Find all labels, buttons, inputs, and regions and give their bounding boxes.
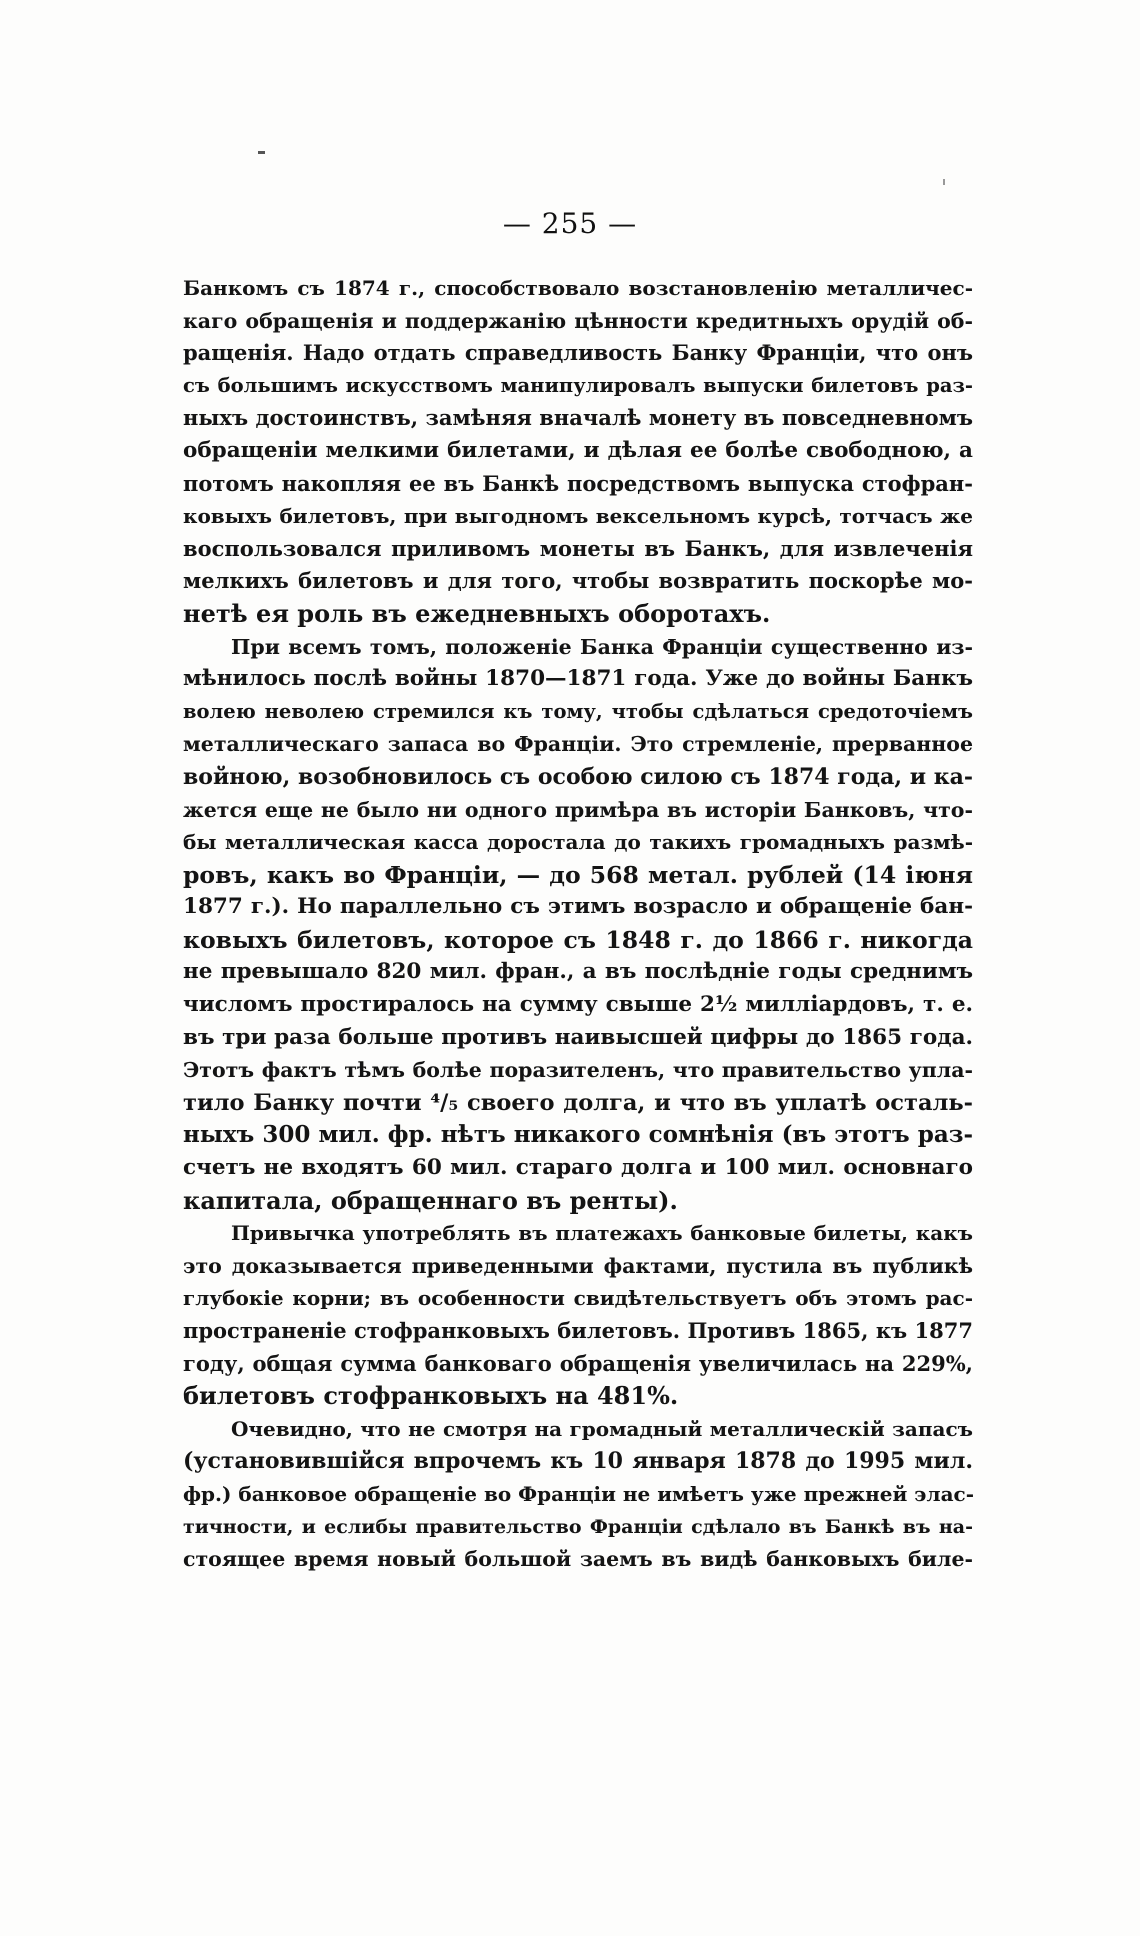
text-line: войною, возобновилось съ особою силою съ 1874 года, и ка- (183, 763, 973, 790)
text-line: (установившійся впрочемъ къ 10 января 1878 до 1995 мил. (183, 1448, 973, 1475)
text-line: При всемъ томъ, положеніе Банка Франціи существенно из- (231, 634, 973, 659)
text-line: фр.) банковое обращеніе во Франціи не имѣетъ уже прежней элас- (183, 1481, 975, 1506)
text-line: бы металлическая касса доростала до такихъ громадныхъ размѣ- (183, 830, 973, 855)
text-line: воспользовался приливомъ монеты въ Банкъ, для извлеченія (183, 535, 973, 561)
text-line: ращенія. Надо отдать справедливость Банку Франціи, что онъ (183, 340, 973, 366)
text-line: тило Банку почти ⁴/₅ своего долга, и что въ уплатѣ осталь- (183, 1089, 973, 1116)
paragraph (183, 1413, 973, 1576)
text-line: это доказывается приведенными фактами, пустила въ публикѣ (183, 1253, 973, 1278)
text-line: обращеніи мелкими билетами, и дѣлая ее болѣе свободною, а (183, 437, 973, 463)
text-line: въ три раза больше противъ наивысшей цифры до 1865 года. (183, 1024, 973, 1050)
paragraph (183, 1217, 973, 1413)
text-line: съ большимъ искусствомъ манипулировалъ выпуски билетовъ раз- (183, 373, 973, 397)
text-line: волею неволею стремился къ тому, чтобы сдѣлаться средоточіемъ (183, 699, 973, 723)
text-line: мѣнилось послѣ войны 1870—1871 года. Уже до войны Банкъ (183, 666, 973, 692)
text-line: Очевидно, что не смотря на громадный металлическій запасъ (231, 1416, 973, 1441)
text-line: Этотъ фактъ тѣмъ болѣе поразителенъ, что правительство упла- (183, 1058, 973, 1083)
text-line: числомъ простиралось на сумму свыше 2½ милліардовъ, т. е. (183, 992, 973, 1018)
text-line: ровъ, какъ во Франціи, — до 568 метал. рублей (14 іюня (183, 860, 973, 889)
ink-speck (943, 179, 945, 185)
text-line: мелкихъ билетовъ и для того, чтобы возвратить поскорѣе мо- (183, 568, 973, 594)
text-line: нетѣ ея роль въ ежедневныхъ оборотахъ. (183, 598, 771, 628)
text-line: билетовъ стофранковыхъ на 481%. (183, 1381, 679, 1411)
page-number: — 255 — (502, 207, 638, 240)
text-line: тичности, и еслибы правительство Франціи сдѣлало въ Банкѣ въ на- (183, 1515, 973, 1538)
text-line: жется еще не было ни одного примѣра въ исторіи Банковъ, что- (183, 797, 973, 822)
text-line: Привычка употреблять въ платежахъ банковые билеты, какъ (231, 1221, 973, 1246)
text-line: капитала, обращеннаго въ ренты). (183, 1185, 678, 1215)
body-text (183, 272, 973, 1576)
text-line: глубокіе корни; въ особенности свидѣтельствуетъ объ этомъ рас- (183, 1286, 973, 1311)
ink-speck (258, 151, 265, 154)
text-line: не превышало 820 мил. фран., а въ послѣдніе годы среднимъ (183, 959, 973, 985)
text-line: металлическаго запаса во Франціи. Это стремленіе, прерванное (183, 732, 973, 757)
paragraph (183, 272, 973, 631)
text-line: ныхъ 300 мил. фр. нѣтъ никакого сомнѣнія (въ этотъ раз- (183, 1121, 973, 1149)
text-line: году, общая сумма банковаго обращенія увеличилась на 229%, (183, 1350, 973, 1376)
text-line: 1877 г.). Но параллельно съ этимъ возрасло и обращеніе бан- (183, 894, 973, 920)
paragraph (183, 631, 973, 1218)
text-line: потомъ накопляя ее въ Банкѣ посредствомъ выпуска стофран- (183, 470, 973, 496)
text-line: каго обращенія и поддержанію цѣнности кредитныхъ орудій об- (183, 308, 973, 333)
text-line: ныхъ достоинствъ, замѣняя вначалѣ монету въ повседневномъ (183, 405, 973, 431)
text-line: Банкомъ съ 1874 г., способствовало возстановленію металличес- (183, 276, 973, 300)
text-line: счетъ не входятъ 60 мил. стараго долга и 100 мил. основнаго (183, 1155, 973, 1181)
text-line: пространеніе стофранковыхъ билетовъ. Противъ 1865, къ 1877 (183, 1318, 973, 1343)
text-line: ковыхъ билетовъ, которое съ 1848 г. до 1866 г. никогда (183, 925, 973, 954)
text-line: ковыхъ билетовъ, при выгодномъ вексельномъ курсѣ, тотчасъ же (183, 504, 973, 529)
text-line: стоящее время новый большой заемъ въ видѣ банковыхъ биле- (183, 1547, 973, 1572)
